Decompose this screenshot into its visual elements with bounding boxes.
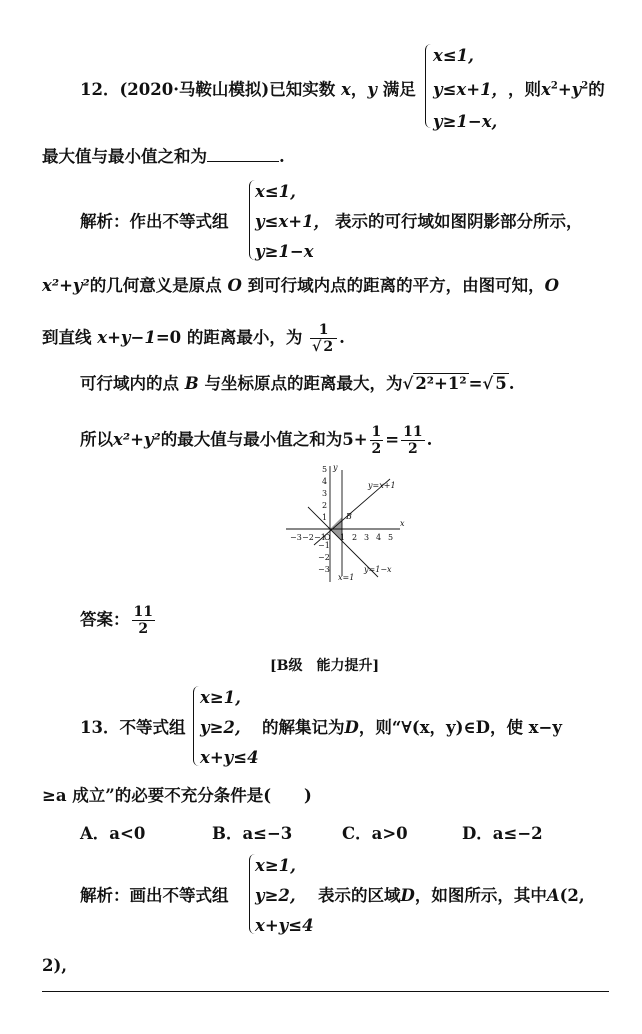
q13-line2: ≥a 成立”的必要不充分条件是( ) (42, 786, 312, 805)
ytick-4: 4 (322, 477, 328, 486)
sol12-l5b: 的最大值与最小值之和为 (160, 430, 343, 449)
q13-sys-3: x+y≤4 (200, 748, 259, 767)
sol12-sys-1: x≤1, (255, 182, 296, 201)
frac-half (370, 424, 384, 457)
sol12-line2 (42, 276, 559, 296)
sqrt-expr: 2²+1² (415, 374, 467, 393)
sol12-line: x+y−1 (97, 328, 156, 347)
q13-sys-2: y≥2, (200, 718, 241, 737)
sol12-eq: = (385, 430, 400, 449)
origin-label: O (324, 533, 331, 542)
sol12-l2a: 的几何意义是原点 (89, 276, 222, 295)
ans12-den: 2 (138, 621, 149, 637)
ytick-1: 1 (322, 513, 328, 522)
label-y-x-plus-1: y=x+1 (368, 481, 396, 490)
q12-tail2: 的 (588, 80, 605, 99)
q12-tail: ，则$x^2+y^2$的 (508, 80, 605, 99)
sol12-sys-2: y≤x+1， (255, 212, 331, 231)
sol12-five: 5+ (342, 430, 368, 449)
q12-condition: 满足 (382, 80, 416, 99)
answer-blank (207, 146, 279, 162)
eleven-num: 11 (403, 424, 423, 440)
frac-1-sqrt2 (310, 322, 337, 355)
y-axis-label: y (333, 463, 338, 472)
frac-den: √ 2 (312, 339, 334, 355)
sol12-l3a: 到直线 (42, 328, 92, 347)
sol13-coord: (2, (559, 886, 585, 905)
q13-rest (262, 718, 562, 738)
sol13-rest-text: ，如图所示，其中 (414, 886, 547, 905)
q13-after: 的解集记为 (262, 718, 345, 737)
feasible-region-graph (280, 462, 406, 586)
xtick-neg3: −3 (290, 533, 302, 542)
half-den: 2 (371, 441, 382, 457)
option-c[interactable]: C．a>0 (342, 824, 408, 843)
sol12-l2b: 到可行域内点的距离的平方，由图可知， (247, 276, 545, 295)
option-d[interactable]: D．a≤−2 (462, 824, 543, 843)
xtick-4: 4 (376, 533, 382, 542)
q12-line2 (42, 146, 285, 167)
xtick-neg1: −1 (314, 533, 326, 542)
ans12-num: 11 (133, 604, 153, 620)
sol13-label: 解析： (80, 886, 130, 905)
sol13-sys-2: y≥2, (255, 886, 296, 905)
sol12-after: 表示的可行域如图阴影部分所示， (335, 212, 583, 231)
ytick-neg3: −3 (318, 565, 330, 574)
option-b[interactable]: B．a≤−3 (212, 824, 293, 843)
ans12 (80, 604, 157, 637)
sol12-l5a: 所以 (80, 430, 113, 449)
sol12-O: O (227, 276, 242, 295)
ytick-neg1: −1 (318, 541, 330, 550)
sol12-l3b: =0 的距离最小，为 (155, 328, 303, 347)
eleven-den: 2 (407, 441, 418, 457)
ytick-3: 3 (322, 489, 328, 498)
sol12-sys-3: y≥1−x (255, 242, 314, 261)
ans12-frac (132, 604, 155, 637)
sol12-intro: 作出不等式组 (129, 212, 229, 231)
sol13-A: A (546, 886, 560, 905)
ytick-neg2: −2 (318, 553, 330, 562)
bottom-rule (42, 991, 609, 992)
q13-sys-1: x≥1, (200, 688, 241, 707)
q12-line2-text: 最大值与最小值之和为 (42, 147, 207, 166)
ytick-2: 2 (322, 501, 328, 510)
sol12-line5: 所以x²+y²的最大值与最小值之和为5+ $\frac{1}{2}$ = $\frac{11}{2}$ . (80, 424, 433, 457)
sol13-after: 表示的区域 (318, 886, 401, 905)
frac-num: 1 (310, 322, 337, 339)
q12-tail1: ，则 (508, 80, 541, 99)
sol12-x2y2: x²+y² (42, 276, 90, 295)
x-axis-label: x (400, 519, 405, 528)
option-a[interactable]: A．a<0 (80, 824, 146, 843)
q12-line1: 12．(2020·马鞍山模拟)已知实数 x，y 满足 (80, 80, 416, 99)
sol12-line1 (80, 212, 229, 232)
ytick-5: 5 (322, 465, 328, 474)
sol13-D: D (400, 886, 415, 905)
label-B: B (346, 512, 352, 521)
sol12-label: 解析： (80, 212, 130, 231)
q12-sys-2: y≤x+1， (433, 80, 509, 99)
q12-dot: . (279, 147, 285, 166)
sqrt5: 5 (495, 374, 507, 393)
sol13-sys-1: x≥1, (255, 856, 296, 875)
sqrt2: 2 (323, 339, 334, 355)
q12-lead: 12．(2020·马鞍山模拟)已知实数 (80, 80, 336, 99)
q13-rest-text: ，则“∀(x，y)∈D，使 x−y (358, 718, 562, 737)
sol13-line1 (80, 886, 229, 906)
sol12-line3: 到直线 x+y−1=0 的距离最小，为 $\frac{1}{√ 2}$ . (42, 322, 345, 355)
half-num: 1 (371, 424, 382, 440)
sol12-l4b: 与坐标原点的距离最大，为 (204, 374, 403, 393)
q12-comma: ， (350, 80, 368, 99)
q12-sys-3: y≥1−x, (433, 112, 498, 131)
sol12-line4: 可行域内的点 B 与坐标原点的距离最大，为√ 2²+1² =√ 5 . (80, 374, 515, 393)
q12-brace (425, 44, 433, 128)
q12-sys-1: x≤1, (433, 46, 474, 65)
xtick-1: 1 (340, 533, 346, 542)
frac-11-2 (401, 424, 424, 457)
xtick-3: 3 (364, 533, 370, 542)
sol12-l4a: 可行域内的点 (80, 374, 179, 393)
sol12-x2y2-b: x²+y² (113, 430, 161, 449)
xtick-neg2: −2 (302, 533, 314, 542)
sol13-intro: 画出不等式组 (129, 886, 229, 905)
section-heading: [B级 能力提升] (270, 658, 380, 674)
sol12-B: B (184, 374, 199, 393)
sol13-sys-3: x+y≤4 (255, 916, 314, 935)
sol13-rest (318, 886, 585, 906)
q13-lead: 13．不等式组 (80, 718, 186, 737)
label-y-1-minus-x: y=1−x (364, 565, 392, 574)
label-x-1: x=1 (338, 573, 355, 582)
q13-D: D (344, 718, 359, 737)
sol13-line2: 2), (42, 956, 68, 975)
xtick-5: 5 (388, 533, 394, 542)
ans12-label: 答案： (80, 610, 130, 629)
xtick-2: 2 (352, 533, 358, 542)
sol12-O2: O (544, 276, 559, 295)
